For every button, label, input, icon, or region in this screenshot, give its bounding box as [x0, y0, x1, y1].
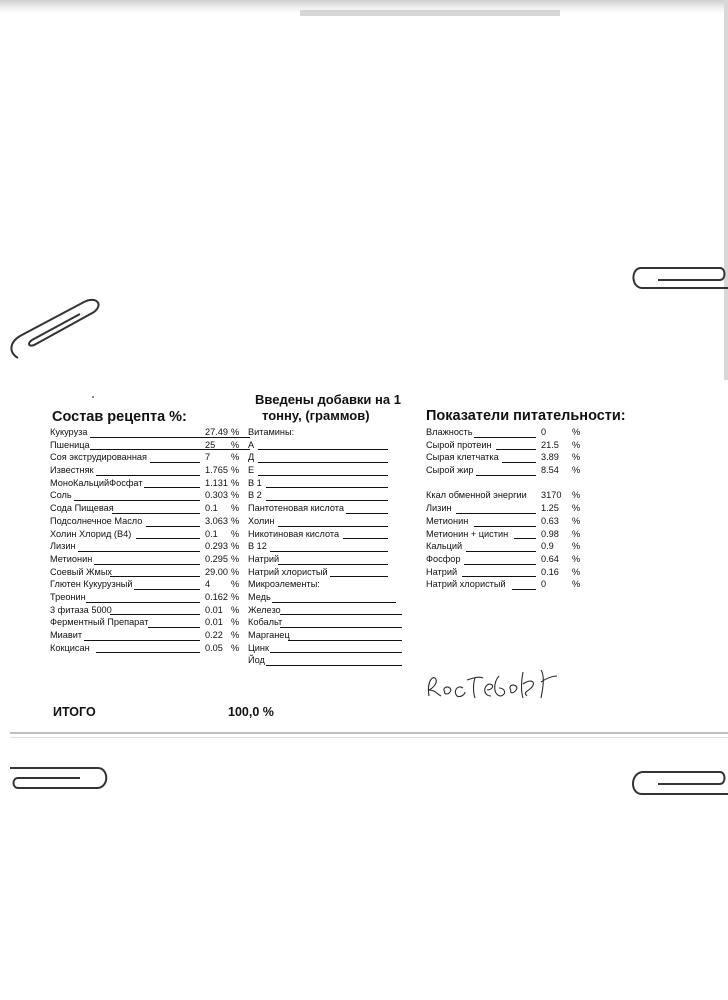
list-item: Лизин 0.293 % [50, 541, 240, 552]
list-item: Фосфор 0.64 % [426, 553, 581, 564]
list-item: А [248, 440, 408, 453]
nutrition-heading: Показатели питательности: [426, 408, 626, 424]
list-item: Натрий хлористый 0 % [426, 579, 581, 590]
list-item: В 2 [248, 490, 408, 503]
handwritten-signature [423, 662, 563, 706]
list-item: Метионин 0.295 % [50, 553, 240, 564]
additives-list [248, 427, 408, 668]
list-item: 3 фитаза 5000 0.01 % [50, 604, 240, 615]
paperclip-icon [10, 760, 110, 794]
page-divider [10, 737, 728, 738]
additives-heading-line1: Введены добавки на 1 [255, 392, 401, 407]
recipe-heading: Состав рецепта %: [52, 409, 187, 425]
list-item: МоноКальцийФосфат 1.131 % [50, 477, 240, 488]
list-item: Никотиновая кислота [248, 529, 408, 542]
list-item: Ккал обменной энергии 3170 % [426, 490, 581, 501]
scan-smudge [300, 10, 560, 16]
list-item: Пшеница 25 % [50, 440, 245, 453]
nutrition-list [426, 427, 596, 592]
list-item: В 1 [248, 478, 408, 491]
list-item: Соевый Жмых 29.00 % [50, 566, 240, 577]
list-item: Сырой протеин 21.5 % [426, 439, 581, 450]
list-item: Кобальт [248, 617, 408, 630]
paperclip-icon [628, 766, 728, 802]
list-item: Натрий хлористый [248, 567, 408, 580]
list-item: Лизин 1.25 % [426, 503, 581, 514]
list-item: Натрий [248, 554, 408, 567]
list-item: Натрий 0.16 % [426, 566, 581, 577]
speck [92, 396, 94, 398]
list-item: Соль 0.303 % [50, 490, 240, 501]
paperclip-icon [6, 292, 106, 367]
list-item: Подсолнечное Масло 3.063 % [50, 515, 240, 526]
list-item: В 12 [248, 541, 408, 554]
list-item: Соя экструдированная 7 % [50, 452, 240, 463]
list-item: Глютен Кукурузный 4 % [50, 579, 240, 590]
list-item: Миавит 0.22 % [50, 630, 240, 640]
list-item: Холин Хлорид (В4) 0.1 % [50, 528, 240, 539]
minerals-label: Микроэлементы: [248, 579, 320, 590]
list-item: Известняк 1.765 % [50, 465, 240, 476]
list-item: Сырая клетчатка 3.89 % [426, 452, 581, 463]
list-item: Кальций 0.9 % [426, 541, 581, 552]
total-label: ИТОГО [53, 705, 96, 719]
list-item: Сырой жир 8.54 % [426, 465, 581, 476]
list-item: Железо [248, 605, 408, 618]
list-item: Кокцисан 0.05 % [50, 642, 240, 653]
list-item: Треонин 0.162 % [50, 591, 240, 602]
list-item: Е [248, 465, 408, 478]
paperclip-icon [628, 262, 728, 296]
total-value: 100,0 % [228, 705, 274, 719]
list-item: Метионин 0.63 % [426, 515, 581, 526]
recipe-list [50, 427, 245, 655]
page-divider [10, 732, 728, 734]
list-item: Ферментный Препарат 0.01 % [50, 617, 240, 628]
list-item: Холин [248, 516, 408, 529]
list-item: Цинк [248, 643, 408, 656]
list-item: Д [248, 452, 408, 465]
additives-heading-line2: тонну, (граммов) [262, 408, 370, 423]
list-item: Медь [248, 592, 408, 605]
list-item: Сода Пищевая 0.1 % [50, 503, 240, 514]
page-edge [724, 0, 728, 380]
list-item: Метионин + цистин 0.98 % [426, 528, 581, 539]
vitamins-label: Витамины: [248, 427, 295, 437]
list-item: Пантотеновая кислота [248, 503, 408, 516]
list-item: Влажность 0 % [426, 427, 581, 437]
list-item: Марганец [248, 630, 408, 643]
list-item: Кукуруза 27.49 % [50, 427, 245, 440]
list-item: Йод [248, 655, 408, 668]
